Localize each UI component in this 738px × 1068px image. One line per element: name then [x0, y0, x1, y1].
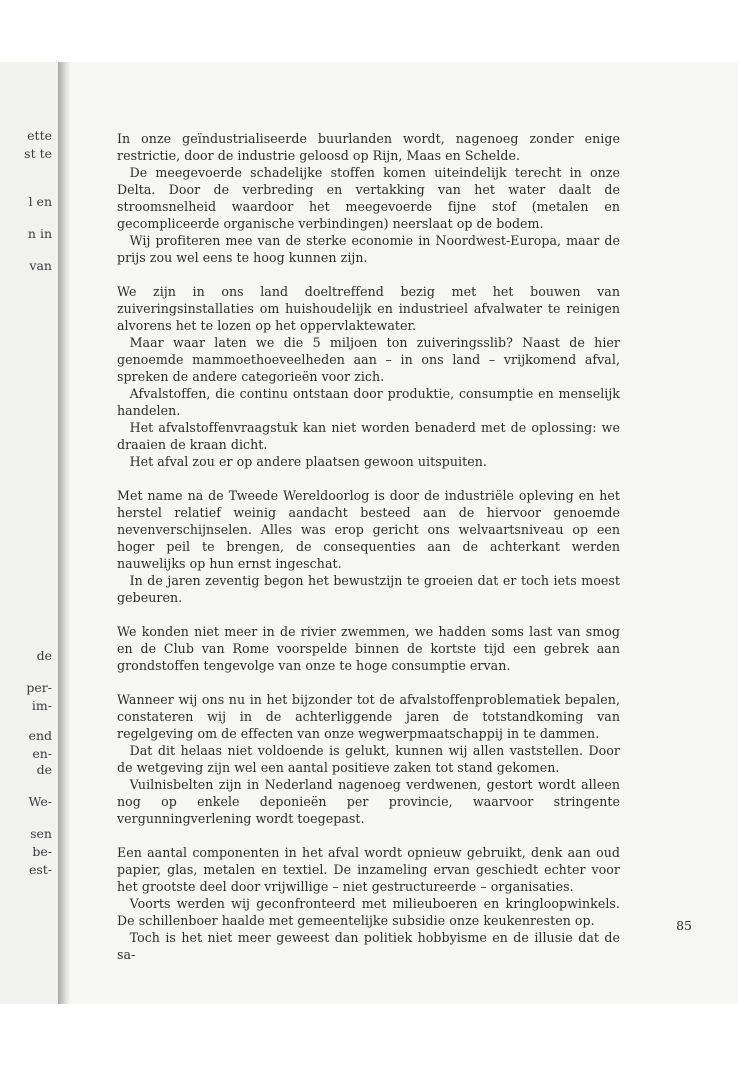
paragraph: Wij profiteren mee van de sterke economie in Noordwest-Europa, maar de prijs zou wel eens te hoog kunnen zijn.: [117, 233, 620, 265]
left-fragment: st te: [24, 146, 52, 161]
paragraph: In onze geïndustrialiseerde buurlanden wordt, nagenoeg zonder enige restrictie, door de industrie geloosd op Rijn, Maas en Schelde.: [117, 131, 620, 163]
paragraph: Dat dit helaas niet voldoende is gelukt, kunnen wij allen vaststellen. Door de wetgeving zijn wel een aantal positieve zaken tot stand gekomen.: [117, 743, 620, 775]
page-number: 85: [676, 918, 692, 933]
paragraph: Het afvalstoffenvraagstuk kan niet worden benaderd met de oplossing: we draaien de kraan dicht.: [117, 420, 620, 452]
paragraph: Maar waar laten we die 5 miljoen ton zuiveringsslib? Naast de hier genoemde mammoethoeveelheden aan – in ons land – vrijkomend afval, spreken de andere categorieën voor zich.: [117, 335, 620, 384]
paragraph: Wanneer wij ons nu in het bijzonder tot de afvalstoffenproblematiek bepalen, constateren wij in de achterliggende jaren de totstandkoming van regelgeving om de effecten van onze wegwerpmaatschappij in te dammen.: [117, 692, 620, 741]
left-fragment: de: [36, 762, 52, 777]
left-fragment: de: [36, 648, 52, 663]
left-page-edge: [0, 62, 59, 1004]
body-text: [117, 130, 620, 963]
book-gutter: [58, 62, 70, 1004]
left-fragment: est-: [28, 862, 52, 877]
left-fragment: We-: [28, 794, 52, 809]
paragraph: Afvalstoffen, die continu ontstaan door produktie, consumptie en menselijk handelen.: [117, 386, 620, 418]
paragraph: De meegevoerde schadelijke stoffen komen uiteindelijk terecht in onze Delta. Door de verbreding en vertakking van het water daalt de stroomsnelheid waardoor het meegevoerde fijne stof (metalen en gecompliceerde organische verbindingen) neerslaat op de bodem.: [117, 165, 620, 231]
paragraph: Vuilnisbelten zijn in Nederland nagenoeg verdwenen, gestort wordt alleen nog op enkele deponieën per provincie, waarvoor stringente vergunningverlening wordt toegepast.: [117, 777, 620, 826]
paragraph: Toch is het niet meer geweest dan politiek hobbyisme en de illusie dat de sa-: [117, 930, 620, 962]
left-fragment: im-: [31, 698, 52, 713]
right-page: [70, 62, 738, 1004]
left-fragment: end: [28, 728, 52, 743]
paragraph: Een aantal componenten in het afval wordt opnieuw gebruikt, denk aan oud papier, glas, metalen en textiel. De inzameling ervan geschiedt echter voor het grootste deel door vrijwillige – niet gestructureerde – organisaties.: [117, 845, 620, 894]
paragraph: We konden niet meer in de rivier zwemmen, we hadden soms last van smog en de Club van Rome voorspelde binnen de kortste tijd een gebrek aan grondstoffen tengevolge van onze te hoge consumptie ervan.: [117, 624, 620, 673]
paragraph: Het afval zou er op andere plaatsen gewoon uitspuiten.: [129, 454, 487, 469]
paragraph: Met name na de Tweede Wereldoorlog is door de industriële opleving en het herstel relatief weinig aandacht besteed aan de hiervoor genoemde nevenverschijnselen. Alles was erop gericht ons welvaartsniveau op een hoger peil te brengen, de consequenties aan de achterkant werden nauwelijks op hun ernst ingeschat.: [117, 488, 620, 571]
paragraph: We zijn in ons land doeltreffend bezig met het bouwen van zuiveringsinstallaties om huishoudelijk en industrieel afvalwater te reinigen alvorens het te lozen op het oppervlaktewater.: [117, 284, 620, 333]
left-fragment: van: [29, 258, 52, 273]
left-fragment: en-: [32, 746, 52, 761]
left-fragment: per-: [26, 680, 52, 695]
left-fragment: n in: [27, 226, 52, 241]
left-fragment: ette: [27, 128, 52, 143]
left-fragment: sen: [30, 826, 52, 841]
left-fragment: l en: [28, 194, 52, 209]
paragraph: Voorts werden wij geconfronteerd met milieuboeren en kringloopwinkels. De schillenboer haalde met gemeentelijke subsidie onze keukenresten op.: [117, 896, 620, 928]
paragraph: In de jaren zeventig begon het bewustzijn te groeien dat er toch iets moest gebeuren.: [117, 573, 620, 605]
left-fragment: be-: [32, 844, 52, 859]
